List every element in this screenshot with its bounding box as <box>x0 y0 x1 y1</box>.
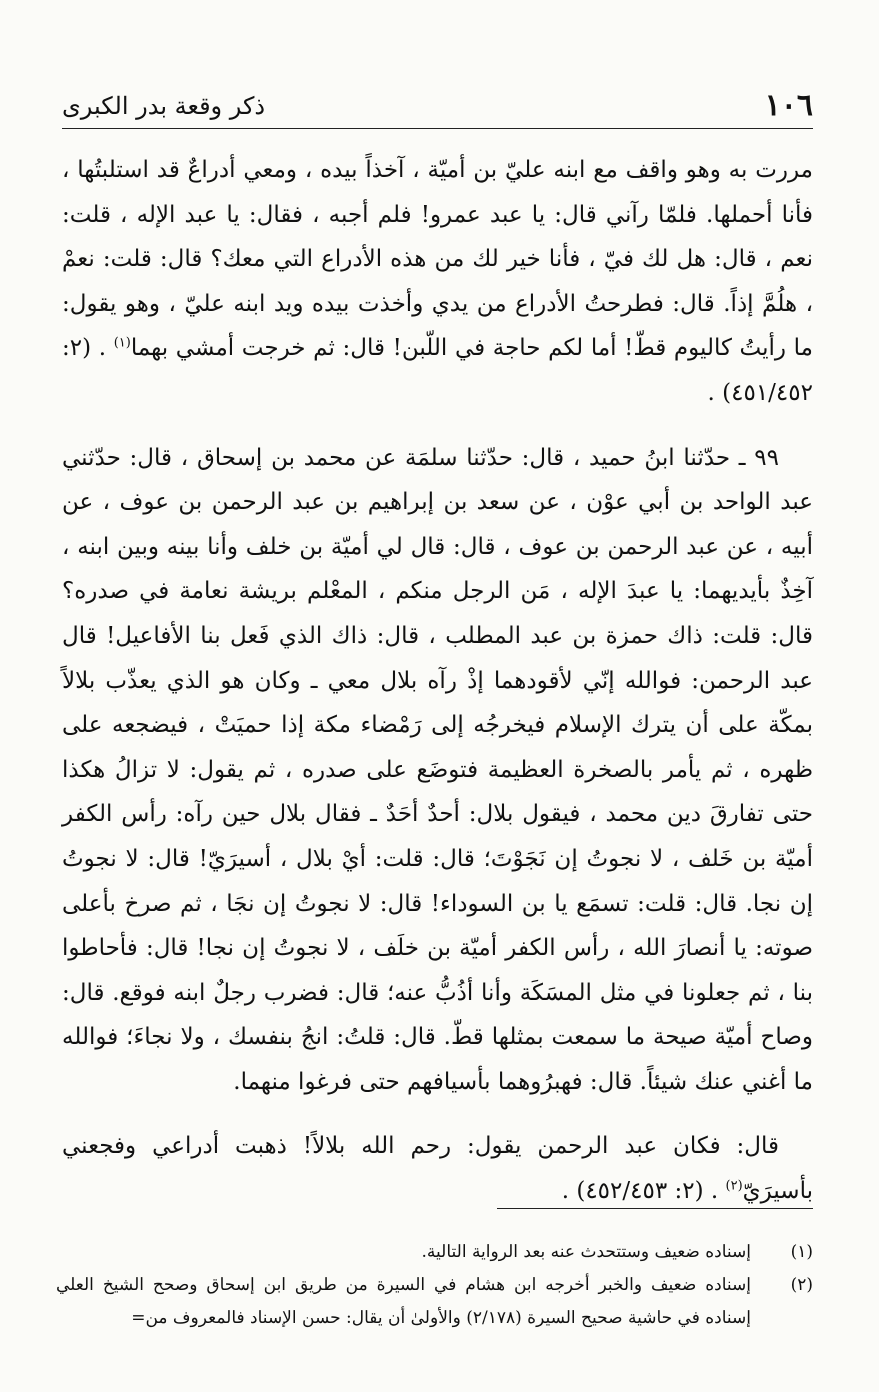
footnote-number: (٢) <box>790 1275 813 1295</box>
paragraph-continuation: مررت به وهو واقف مع ابنه عليّ بن أميّة ، آخذاً بيده ، ومعي أدراعٌ قد استلبتُها ، فأنا أحملها. فلمّا رآني قال: يا عبد عمرو! فلم أجبه ، فقال: يا عبد الإله ، قلت: نعم ، قال: هل لك فيّ ، فأنا خير لك من هذه الأدراع التي معك؟ قال: قلت: نعمْ ، هلُمَّ إذاً. قال: فطرحتُ الأدراع من يدي وأخذت بيده ويد ابنه عليّ ، وهو يقول: ما رأيتُ كاليوم قطّ! أما لكم حاجة في اللّبن! قال: ثم خرجت أمشي بهما$^{(١)}$ . (٢: ٤٥١/٤٥٢) . <box>62 157 813 406</box>
footnote-ref-2: (٢) <box>725 1178 743 1194</box>
paragraph-narration-99: ٩٩ ـ حدّثنا ابنُ حميد ، قال: حدّثنا سلمَة عن محمد بن إسحاق ، قال: حدّثني عبد الواحد بن أبي عوْن ، عن سعد بن إبراهيم بن عبد الرحمن بن عوف ، عن أبيه ، عن عبد الرحمن بن عوف ، قال: قال لي أميّة بن خلف وأنا بينه وبين ابنه ، آخِذٌ بأيديهما: يا عبدَ الإله ، مَن الرجل منكم ، المعْلم بريشة نعامة في صدره؟ قال: قلت: ذاك حمزة بن عبد المطلب ، قال: ذاك الذي فَعل بنا الأفاعيل! قال عبد الرحمن: فوالله إنّي لأقودهما إذْ رآه بلال معي ـ وكان هو الذي يعذّب بلالاً بمكّة على أن يترك الإسلام فيخرجُه إلى رَمْضاء مكة إذا حميَتْ ، فيضجعه على ظهره ، ثم يأمر بالصخرة العظيمة فتوضَع على صدره ، ثم يقول: لا تزالُ هكذا حتى تفارقَ دين محمد ، فيقول بلال: أحدٌ أحَدٌ ـ فقال بلال حين رآه: رأس الكفر أميّة بن خَلف ، لا نجوتُ إن نَجَوْتَ؛ قال: قلت: أيْ بلال ، أسيرَيّ! قال: لا نجوتُ إن نجا. قال: قلت: تسمَع يا بن السوداء! قال: لا نجوتُ إن نجَا ، ثم صرخ بأعلى صوته: يا أنصارَ الله ، رأس الكفر أميّة بن خلَف ، لا نجوتُ إن نجا! قال: فأحاطوا بنا ، ثم جعلونا في مثل المسَكَة وأنا أذُبُّ عنه؛ قال: فضرب رجلٌ ابنه فوقع. قال: وصاح أميّة صيحة ما سمعت بمثلها قطّ. قال: قلتُ: انجُ بنفسك ، ولا نجاءَ؛ فوالله ما أغني عنك شيئاً. قال: فهبرُوهما بأسيافهم حتى فرغوا منهما. <box>62 444 814 1095</box>
footnote-divider <box>497 1208 813 1209</box>
footnote-ref-1: (١) <box>113 335 131 351</box>
footnote-text: إسناده ضعيف والخبر أخرجه ابن هشام في السيرة من طريق ابن إسحاق وصحح الشيخ العلي إسناده في حاشية صحيح السيرة (٢/١٧٨) والأولىٰ أن يقال: حسن الإسناد فالمعروف من= <box>56 1275 751 1328</box>
main-text <box>62 148 813 1214</box>
footnote-2 <box>56 1269 813 1335</box>
running-header <box>62 88 813 129</box>
chapter-title: ذكر وقعة بدر الكبرى <box>62 92 266 120</box>
footnote-text: إسناده ضعيف وستتحدث عنه بعد الرواية التالية. <box>421 1242 751 1262</box>
footnote-number: (١) <box>790 1242 813 1262</box>
paragraph-closing: قال: فكان عبد الرحمن يقول: رحم الله بلالاً! ذهبت أدراعي وفجعني بأسيرَيّ$^{(٢)}$ . (٢: ٤٥٢/٤٥٣) . <box>62 1133 813 1205</box>
footnotes <box>56 1236 813 1335</box>
footnote-1 <box>56 1236 813 1269</box>
page-number: ١٠٦ <box>764 88 813 123</box>
